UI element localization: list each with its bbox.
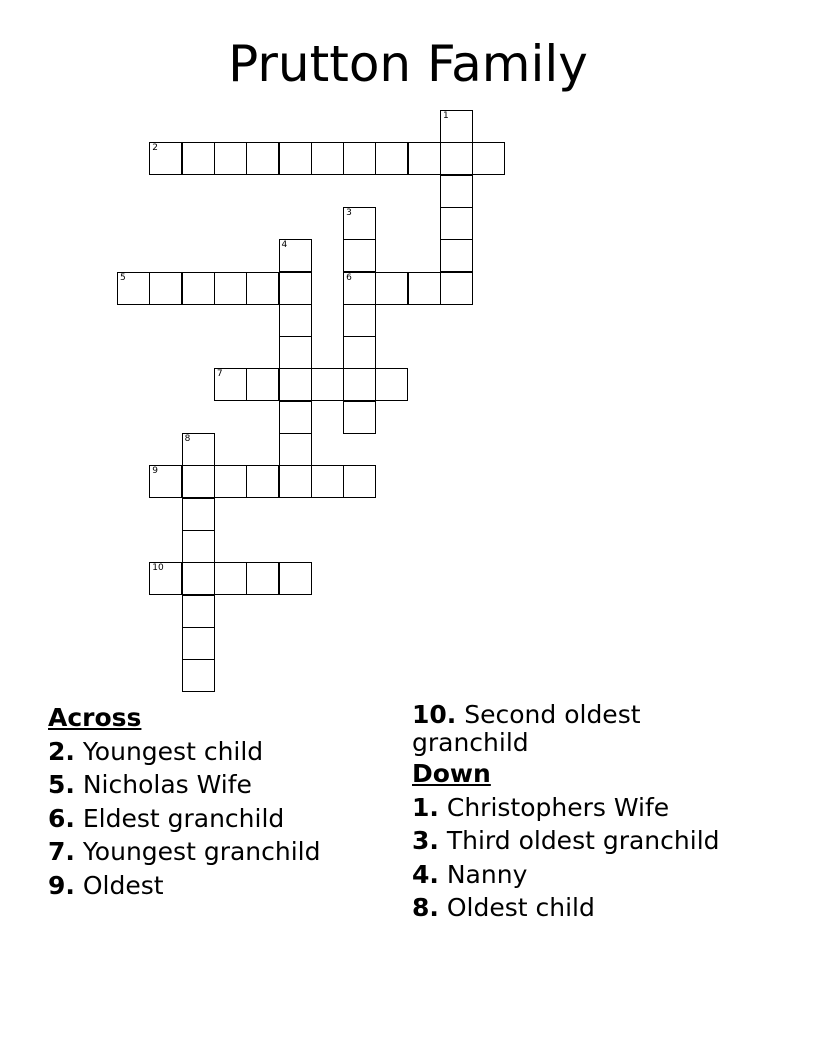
grid-cell[interactable] bbox=[214, 562, 247, 595]
grid-cell[interactable] bbox=[246, 142, 279, 175]
grid-cell[interactable] bbox=[182, 142, 215, 175]
grid-cell[interactable] bbox=[343, 368, 376, 401]
grid-cell[interactable] bbox=[279, 433, 312, 466]
across-heading: Across bbox=[48, 703, 142, 732]
grid-cell[interactable] bbox=[343, 465, 376, 498]
grid-cell[interactable] bbox=[343, 239, 376, 272]
grid-cell[interactable] bbox=[182, 272, 215, 305]
clue-across-2: 2. Youngest child bbox=[48, 736, 264, 766]
grid-cell[interactable] bbox=[408, 142, 441, 175]
grid-cell[interactable] bbox=[149, 465, 182, 498]
grid-cell[interactable] bbox=[343, 207, 376, 240]
grid-cell[interactable] bbox=[440, 207, 473, 240]
grid-cell[interactable] bbox=[279, 562, 312, 595]
grid-cell[interactable] bbox=[246, 465, 279, 498]
clue-down-8: 8. Oldest child bbox=[412, 893, 595, 922]
grid-cell[interactable] bbox=[149, 142, 182, 175]
grid-cell[interactable] bbox=[214, 142, 247, 175]
grid-cell[interactable] bbox=[149, 272, 182, 305]
grid-cell[interactable] bbox=[279, 142, 312, 175]
grid-cell[interactable] bbox=[311, 142, 344, 175]
grid-cell[interactable] bbox=[182, 433, 215, 466]
grid-cell[interactable] bbox=[343, 336, 376, 369]
grid-cell[interactable] bbox=[440, 239, 473, 272]
grid-cell[interactable] bbox=[246, 368, 279, 401]
puzzle-title: Prutton Family bbox=[228, 35, 588, 93]
grid-cell[interactable] bbox=[279, 336, 312, 369]
grid-cell[interactable] bbox=[149, 562, 182, 595]
grid-cell[interactable] bbox=[182, 498, 215, 531]
clue-down-4: 4. Nanny bbox=[412, 859, 528, 889]
grid-cell[interactable] bbox=[214, 272, 247, 305]
grid-cell[interactable] bbox=[279, 304, 312, 337]
grid-cell[interactable] bbox=[375, 368, 408, 401]
cell-number: 1 bbox=[443, 111, 449, 121]
clue-across-9: 9. Oldest bbox=[48, 870, 164, 900]
grid-cell[interactable] bbox=[375, 272, 408, 305]
grid-cell[interactable] bbox=[117, 272, 150, 305]
clue-across-5: 5. Nicholas Wife bbox=[48, 770, 252, 799]
grid-cell[interactable] bbox=[343, 142, 376, 175]
grid-cell[interactable] bbox=[279, 239, 312, 272]
grid-cell[interactable] bbox=[311, 368, 344, 401]
cell-number: 10 bbox=[152, 563, 164, 574]
grid-cell[interactable] bbox=[343, 272, 376, 305]
grid-cell[interactable] bbox=[182, 627, 215, 660]
cell-number: 3 bbox=[346, 207, 352, 218]
grid-cell[interactable] bbox=[279, 401, 312, 434]
clue-across-10: 10. Second oldest granchild bbox=[412, 700, 641, 757]
clue-across-7: 7. Youngest granchild bbox=[48, 837, 321, 866]
clues-right-column bbox=[412, 701, 752, 925]
grid-cell[interactable] bbox=[279, 465, 312, 498]
down-heading: Down bbox=[412, 759, 491, 788]
grid-cell[interactable] bbox=[279, 368, 312, 401]
grid-cell[interactable] bbox=[440, 110, 473, 143]
grid-cell[interactable] bbox=[343, 401, 376, 434]
cell-number: 8 bbox=[184, 434, 191, 444]
grid-cell[interactable] bbox=[182, 530, 215, 563]
grid-cell[interactable] bbox=[246, 272, 279, 305]
clue-down-3: 3. Third oldest granchild bbox=[412, 826, 720, 855]
grid-cell[interactable] bbox=[440, 142, 473, 175]
grid-cell[interactable] bbox=[440, 175, 473, 208]
grid-cell[interactable] bbox=[279, 272, 312, 305]
grid-cell[interactable] bbox=[214, 465, 247, 498]
grid-cell[interactable] bbox=[182, 659, 215, 692]
grid-cell[interactable] bbox=[246, 562, 279, 595]
grid-cell[interactable] bbox=[311, 465, 344, 498]
grid-cell[interactable] bbox=[343, 304, 376, 337]
grid-cell[interactable] bbox=[214, 368, 247, 401]
grid-cell[interactable] bbox=[182, 595, 215, 628]
clue-across-6: 6. Eldest granchild bbox=[48, 803, 285, 833]
grid-cell[interactable] bbox=[408, 272, 441, 305]
grid-cell[interactable] bbox=[182, 562, 215, 595]
clue-down-1: 1. Christophers Wife bbox=[412, 792, 670, 822]
cell-number: 6 bbox=[346, 272, 352, 283]
grid-cell[interactable] bbox=[182, 465, 215, 498]
grid-cell[interactable] bbox=[472, 142, 505, 175]
cell-number: 7 bbox=[216, 369, 223, 380]
grid-cell[interactable] bbox=[375, 142, 408, 175]
grid-cell[interactable] bbox=[440, 272, 473, 305]
cell-number: 9 bbox=[152, 466, 159, 477]
clues-left-column bbox=[48, 701, 398, 902]
cell-number: 4 bbox=[281, 240, 288, 251]
cell-number: 5 bbox=[120, 272, 126, 283]
cell-number: 2 bbox=[152, 143, 159, 154]
